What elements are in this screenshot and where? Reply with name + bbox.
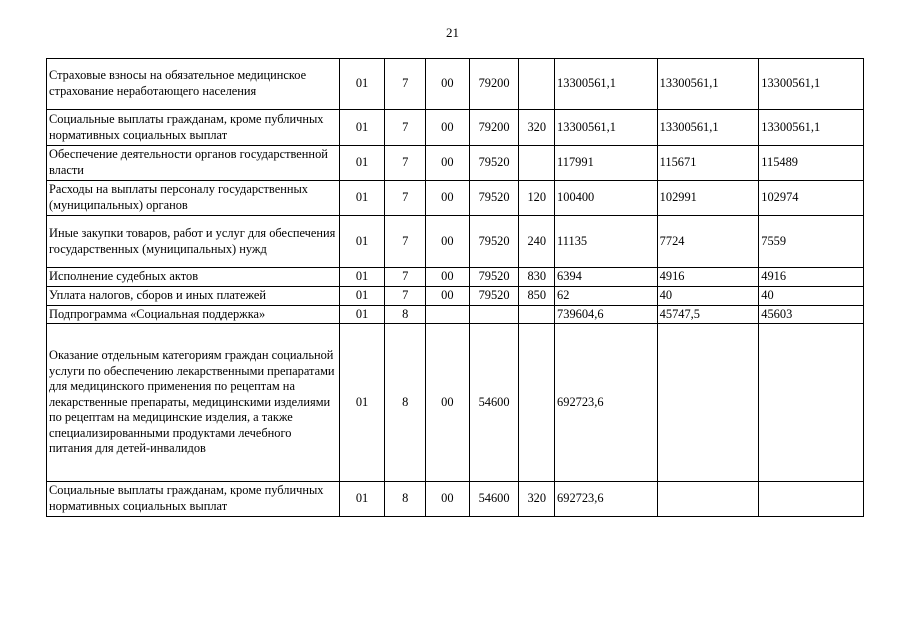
target-code: 79520	[469, 268, 519, 287]
amount-cell	[759, 324, 864, 482]
amount-cell: 6394	[555, 268, 658, 287]
section-code: 01	[339, 59, 385, 110]
section-code: 01	[339, 482, 385, 517]
target-code: 79200	[469, 110, 519, 146]
section-code: 01	[339, 146, 385, 181]
row-name: Уплата налогов, сборов и иных платежей	[47, 287, 340, 306]
amount-cell	[759, 482, 864, 517]
subprogram-code: 00	[426, 216, 470, 268]
page-number: 21	[446, 25, 459, 40]
target-code: 79520	[469, 181, 519, 216]
section-code: 01	[339, 110, 385, 146]
target-code: 79200	[469, 59, 519, 110]
amount-cell: 4916	[657, 268, 759, 287]
amount-cell: 4916	[759, 268, 864, 287]
row-name: Исполнение судебных актов	[47, 268, 340, 287]
amount-cell: 102991	[657, 181, 759, 216]
row-name: Расходы на выплаты персоналу государственных (муниципальных) органов	[47, 181, 340, 216]
amount-cell: 13300561,1	[555, 59, 658, 110]
amount-cell: 13300561,1	[759, 110, 864, 146]
amount-cell: 115489	[759, 146, 864, 181]
program-code: 7	[385, 181, 426, 216]
expense-type-code: 240	[519, 216, 555, 268]
budget-table	[46, 58, 864, 517]
program-code: 7	[385, 216, 426, 268]
row-name: Страховые взносы на обязательное медицинское страхование неработающего населения	[47, 59, 340, 110]
section-code: 01	[339, 216, 385, 268]
target-code: 79520	[469, 216, 519, 268]
table-row	[47, 146, 864, 181]
amount-cell: 13300561,1	[759, 59, 864, 110]
expense-type-code: 830	[519, 268, 555, 287]
table-row	[47, 181, 864, 216]
program-code: 7	[385, 287, 426, 306]
subprogram-code: 00	[426, 268, 470, 287]
amount-cell: 13300561,1	[657, 110, 759, 146]
expense-type-code	[519, 59, 555, 110]
program-code: 7	[385, 110, 426, 146]
target-code: 79520	[469, 146, 519, 181]
section-code: 01	[339, 287, 385, 306]
amount-cell	[657, 324, 759, 482]
row-name: Обеспечение деятельности органов государственной власти	[47, 146, 340, 181]
amount-cell: 62	[555, 287, 658, 306]
target-code: 54600	[469, 482, 519, 517]
target-code: 54600	[469, 324, 519, 482]
table-row	[47, 59, 864, 110]
expense-type-code	[519, 306, 555, 324]
table-row	[47, 268, 864, 287]
row-name: Иные закупки товаров, работ и услуг для обеспечения государственных (муниципальных) нужд	[47, 216, 340, 268]
table-row	[47, 216, 864, 268]
subprogram-code	[426, 306, 470, 324]
row-name: Подпрограмма «Социальная поддержка»	[47, 306, 340, 324]
subprogram-code: 00	[426, 59, 470, 110]
subprogram-code: 00	[426, 110, 470, 146]
program-code: 7	[385, 59, 426, 110]
amount-cell	[657, 482, 759, 517]
amount-cell: 100400	[555, 181, 658, 216]
row-name: Социальные выплаты гражданам, кроме публичных нормативных социальных выплат	[47, 110, 340, 146]
section-code: 01	[339, 306, 385, 324]
expense-type-code: 120	[519, 181, 555, 216]
amount-cell: 13300561,1	[555, 110, 658, 146]
amount-cell: 40	[759, 287, 864, 306]
amount-cell: 40	[657, 287, 759, 306]
amount-cell: 13300561,1	[657, 59, 759, 110]
program-code: 8	[385, 306, 426, 324]
row-name: Социальные выплаты гражданам, кроме публичных нормативных социальных выплат	[47, 482, 340, 517]
amount-cell: 739604,6	[555, 306, 658, 324]
subprogram-code: 00	[426, 287, 470, 306]
section-code: 01	[339, 181, 385, 216]
amount-cell: 115671	[657, 146, 759, 181]
program-code: 7	[385, 268, 426, 287]
expense-type-code: 320	[519, 482, 555, 517]
target-code: 79520	[469, 287, 519, 306]
table-row	[47, 110, 864, 146]
expense-type-code: 850	[519, 287, 555, 306]
program-code: 8	[385, 324, 426, 482]
table-row	[47, 482, 864, 517]
subprogram-code: 00	[426, 181, 470, 216]
table-row	[47, 306, 864, 324]
section-code: 01	[339, 268, 385, 287]
section-code: 01	[339, 324, 385, 482]
expense-type-code: 320	[519, 110, 555, 146]
amount-cell: 102974	[759, 181, 864, 216]
expense-type-code	[519, 324, 555, 482]
program-code: 8	[385, 482, 426, 517]
subprogram-code: 00	[426, 482, 470, 517]
amount-cell: 45603	[759, 306, 864, 324]
target-code	[469, 306, 519, 324]
program-code: 7	[385, 146, 426, 181]
subprogram-code: 00	[426, 324, 470, 482]
table-row	[47, 287, 864, 306]
amount-cell: 7559	[759, 216, 864, 268]
amount-cell: 45747,5	[657, 306, 759, 324]
table-row	[47, 324, 864, 482]
amount-cell: 692723,6	[555, 482, 658, 517]
amount-cell: 117991	[555, 146, 658, 181]
amount-cell: 7724	[657, 216, 759, 268]
expense-type-code	[519, 146, 555, 181]
amount-cell: 11135	[555, 216, 658, 268]
subprogram-code: 00	[426, 146, 470, 181]
row-name: Оказание отдельным категориям граждан социальной услуги по обеспечению лекарственными препаратами для медицинского применения по рецептам на лекарственные препараты, медицинскими изделиями по рецептам на медицинские изделия, а также специализированными продуктами лечебного питания для детей-инвалидов	[47, 324, 340, 482]
amount-cell: 692723,6	[555, 324, 658, 482]
